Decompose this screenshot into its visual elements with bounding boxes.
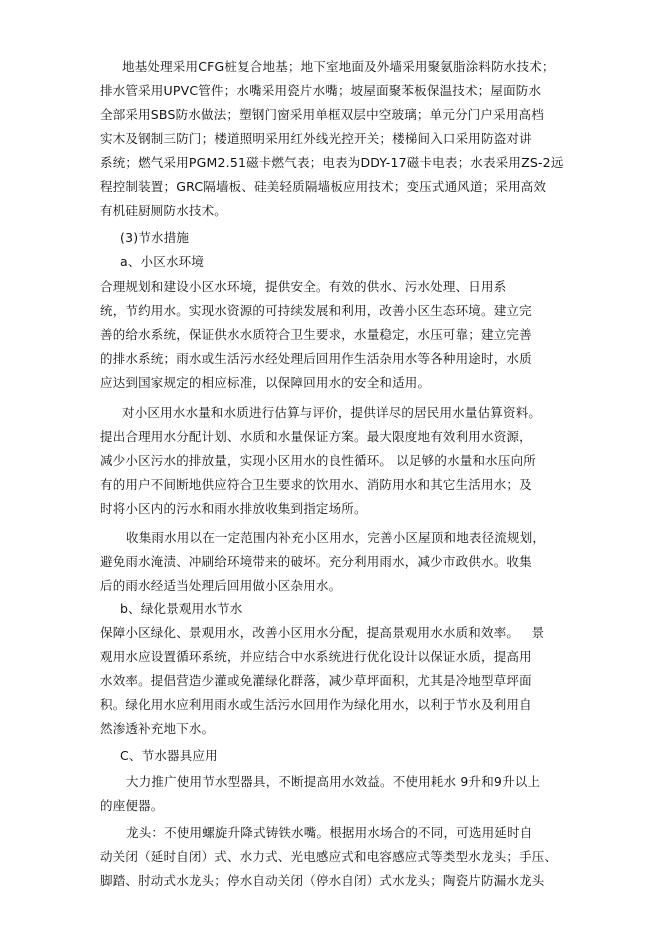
a1-line-1: 合理规划和建设小区水环境，提供安全。有效的供水、污水处理、日用系 [100, 279, 507, 294]
c2-line-3: 脚踏、肘动式水龙头；停水自动关闭（停水自闭）式水龙头；陶瓷片防漏水龙头 [100, 873, 545, 888]
a3-line-3: 后的雨水经适当处理后回用做小区杂用水。 [100, 578, 342, 593]
a3-line-1: 收集雨水用以在一定范围内补充小区用水，完善小区屋顶和地表径流规划， [126, 530, 546, 545]
a2-line-5: 时将小区内的污水和雨水排放收集到指定场所。 [100, 501, 367, 516]
a2-line-2: 提出合理用水分配计划、水质和水量保证方案。最大限度地有效利用水资源， [100, 429, 532, 444]
intro-line-4: 实木及钢制三防门；楼道照明采用红外线光控开关；楼梯间入口采用防盗对讲 [100, 131, 532, 146]
a1-line-4: 的排水系统；雨水或生活污水经处理后回用作生活杂用水等各种用途时，水质 [100, 351, 532, 366]
a1-line-2: 统，节约用水。实现水资源的可持续发展和利用，改善小区生态环境。建立完 [100, 303, 532, 318]
a1-line-5: 应达到国家规定的相应标准，以保障回用水的安全和适用。 [100, 375, 431, 390]
b-line-3: 水效率。提倡营造少灌或免灌绿化群落，减少草坪面积，尤其是冷地型草坪面 [100, 673, 532, 688]
b-line-4: 积。绿化用水应利用雨水或生活污水回用作为绿化用水，以利于节水及利用自 [100, 697, 532, 712]
heading-a: a、小区水环境 [120, 254, 205, 269]
heading-c: C、节水器具应用 [120, 748, 218, 763]
c2-line-2: 动关闭（延时自闭）式、水力式、光电感应式和电容感应式等类型水龙头；手压、 [100, 849, 558, 864]
c2-line-1: 龙头：不使用螺旋升降式铸铁水嘴。根据用水场合的不同，可选用延时自 [126, 825, 533, 840]
intro-line-1: 地基处理采用CFG桩复合地基；地下室地面及外墙采用聚氨脂涂料防水技术； [122, 59, 555, 74]
intro-line-2: 排水管采用UPVC管件；水嘴采用瓷片水嘴；坡屋面聚苯板保温技术；屋面防水 [100, 83, 542, 98]
b-line-1: 保障小区绿化、景观用水，改善小区用水分配，提高景观用水水质和效率。 景 [100, 625, 545, 640]
a2-line-1: 对小区用水水量和水质进行估算与评价，提供详尽的居民用水量估算资料。 [122, 405, 542, 420]
heading-b: b、绿化景观用水节水 [120, 601, 243, 616]
heading-water-saving: (3)节水措施 [120, 230, 190, 245]
a2-line-3: 减少小区污水的排放量，实现小区用水的良性循环。 以足够的水量和水压向所 [100, 453, 536, 468]
intro-line-5: 系统；燃气采用PGM2.51磁卡燃气表；电表为DDY-17磁卡电表；水表采用ZS-2远 [100, 155, 564, 170]
c1-line-1: 大力推广使用节水型器具，不断提高用水效益。不使用耗水 9升和9升以上 [126, 774, 541, 789]
c1-line-2: 的座便器。 [100, 798, 164, 813]
b-line-5: 然渗透补充地下水。 [100, 721, 215, 736]
a1-line-3: 善的给水系统，保证供水水质符合卫生要求，水量稳定，水压可靠；建立完善 [100, 327, 532, 342]
intro-line-3: 全部采用SBS防水做法；塑钢门窗采用单框双层中空玻璃；单元分门户采用高档 [100, 107, 544, 122]
a2-line-4: 有的用户不间断地供应符合卫生要求的饮用水、消防用水和其它生活用水；及 [100, 477, 532, 492]
a3-line-2: 避免雨水淹渍、冲刷给环境带来的破坏。充分利用雨水，减少市政供水。收集 [100, 554, 532, 569]
intro-line-6: 程控制装置；GRC隔墙板、硅美轻质隔墙板应用技术；变压式通风道；采用高效 [100, 179, 547, 194]
b-line-2: 观用水应设置循环系统，并应结合中水系统进行优化设计以保证水质，提高用 [100, 649, 532, 664]
intro-line-7: 有机硅厨厕防水技术。 [100, 203, 228, 218]
